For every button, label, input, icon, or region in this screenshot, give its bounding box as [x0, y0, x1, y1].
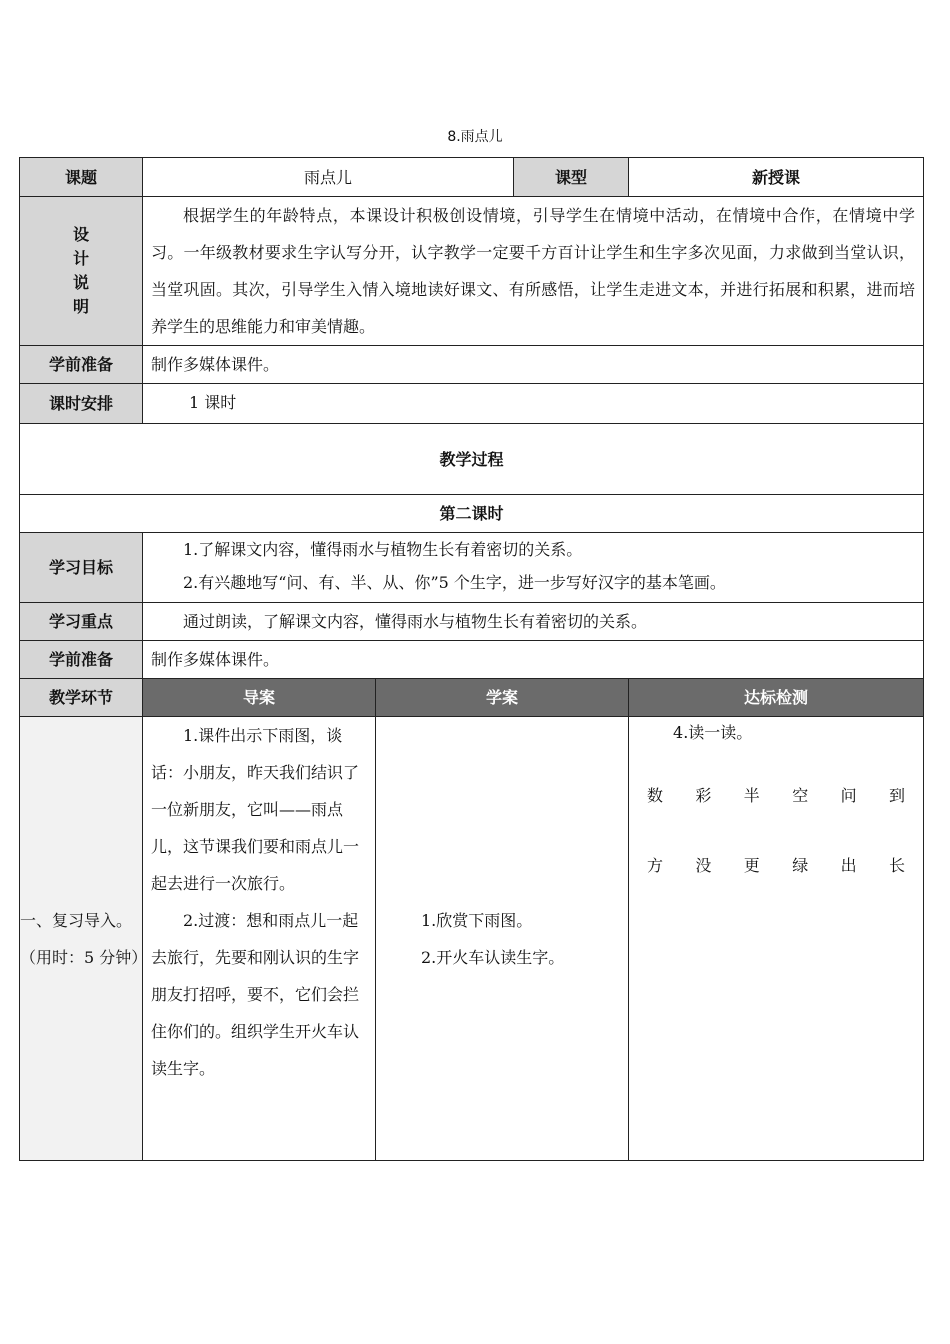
design-label-char: 明 [72, 297, 89, 316]
topic-label: 课题 [20, 158, 143, 197]
schedule-row [20, 384, 924, 424]
learn-item: 2.开火车认读生字。 [421, 947, 565, 967]
check-char: 出 [840, 856, 857, 875]
schedule-label: 课时安排 [20, 384, 143, 424]
check-char: 长 [888, 856, 905, 875]
document-title: 8.雨点儿 [447, 129, 503, 145]
focus-value: 通过朗读，了解课文内容，懂得雨水与植物生长有着密切的关系。 [143, 603, 924, 641]
design-text: 根据学生的年龄特点，本课设计积极创设情境，引导学生在情境中活动，在情境中合作，在情境中学习。一年级教材要求生字认写分开，认字教学一定要千方百计让学生和生字多次见面，力求做到当堂认识，当堂巩固。其次，引导学生入情入境地读好课文、有所感悟，让学生走进文本，并进行拓展和积累，进而培养学生的思维能力和审美情趣。 [143, 197, 924, 346]
schedule-value: 1 课时 [143, 384, 924, 424]
process-title: 教学过程 [20, 424, 924, 495]
type-label: 课型 [514, 158, 629, 197]
prep-row [20, 346, 924, 384]
prep2-row [20, 641, 924, 679]
step-stage: 一、复习导入。（用时：5 分钟） [20, 717, 143, 1161]
check-char: 方 [647, 856, 664, 875]
process-title-row [20, 424, 924, 495]
type-value: 新授课 [629, 158, 924, 197]
check-char-row-2 [641, 846, 911, 886]
check-char: 空 [792, 786, 809, 805]
guide-paragraph: 1.课件出示下雨图，谈话：小朋友，昨天我们结识了一位新朋友，它叫——雨点儿，这节课我们要和雨点儿一起去进行一次旅行。 [151, 726, 360, 893]
stage-header: 教学环节 [20, 679, 143, 717]
check-lead: 4.读一读。 [673, 723, 753, 742]
guide-paragraph: 2.过渡：想和雨点儿一起去旅行，先要和刚认识的生字朋友打招呼，要不，它们会拦住你们的。组织学生开火车认读生字。 [151, 911, 360, 1078]
learn-header: 学案 [376, 679, 629, 717]
goals-cell [143, 533, 924, 603]
prep-value: 制作多媒体课件。 [143, 346, 924, 384]
design-label-char: 说 [72, 273, 89, 292]
check-char: 更 [743, 856, 760, 875]
goals-row [20, 533, 924, 603]
check-char: 到 [888, 786, 905, 805]
topic-value: 雨点儿 [143, 158, 514, 197]
check-char: 半 [743, 786, 760, 805]
focus-label: 学习重点 [20, 603, 143, 641]
goal-item: 1.了解课文内容，懂得雨水与植物生长有着密切的关系。 [183, 540, 583, 559]
learn-item: 1.欣赏下雨图。 [421, 910, 533, 930]
design-label [20, 197, 143, 346]
step-row [20, 717, 924, 1161]
goal-item: 2.有兴趣地写“问、有、半、从、你”5 个生字，进一步写好汉字的基本笔画。 [183, 573, 726, 592]
focus-row [20, 603, 924, 641]
check-header: 达标检测 [629, 679, 924, 717]
topic-row [20, 158, 924, 197]
session-title: 第二课时 [20, 495, 924, 533]
check-char: 问 [840, 786, 857, 805]
step-guide [143, 717, 376, 1161]
step-check [629, 717, 924, 1161]
check-char: 绿 [792, 856, 809, 875]
design-label-char: 计 [72, 249, 89, 268]
goals-label: 学习目标 [20, 533, 143, 603]
check-char-row-1 [641, 776, 911, 816]
lesson-plan-table [19, 157, 924, 1161]
prep2-label: 学前准备 [20, 641, 143, 679]
guide-header: 导案 [143, 679, 376, 717]
check-char: 数 [647, 786, 664, 805]
check-char: 彩 [695, 786, 712, 805]
check-char: 没 [695, 856, 712, 875]
steps-header-row [20, 679, 924, 717]
prep2-value: 制作多媒体课件。 [143, 641, 924, 679]
prep-label: 学前准备 [20, 346, 143, 384]
step-learn [376, 717, 629, 1161]
session-row [20, 495, 924, 533]
design-row [20, 197, 924, 346]
design-label-char: 设 [72, 225, 89, 244]
